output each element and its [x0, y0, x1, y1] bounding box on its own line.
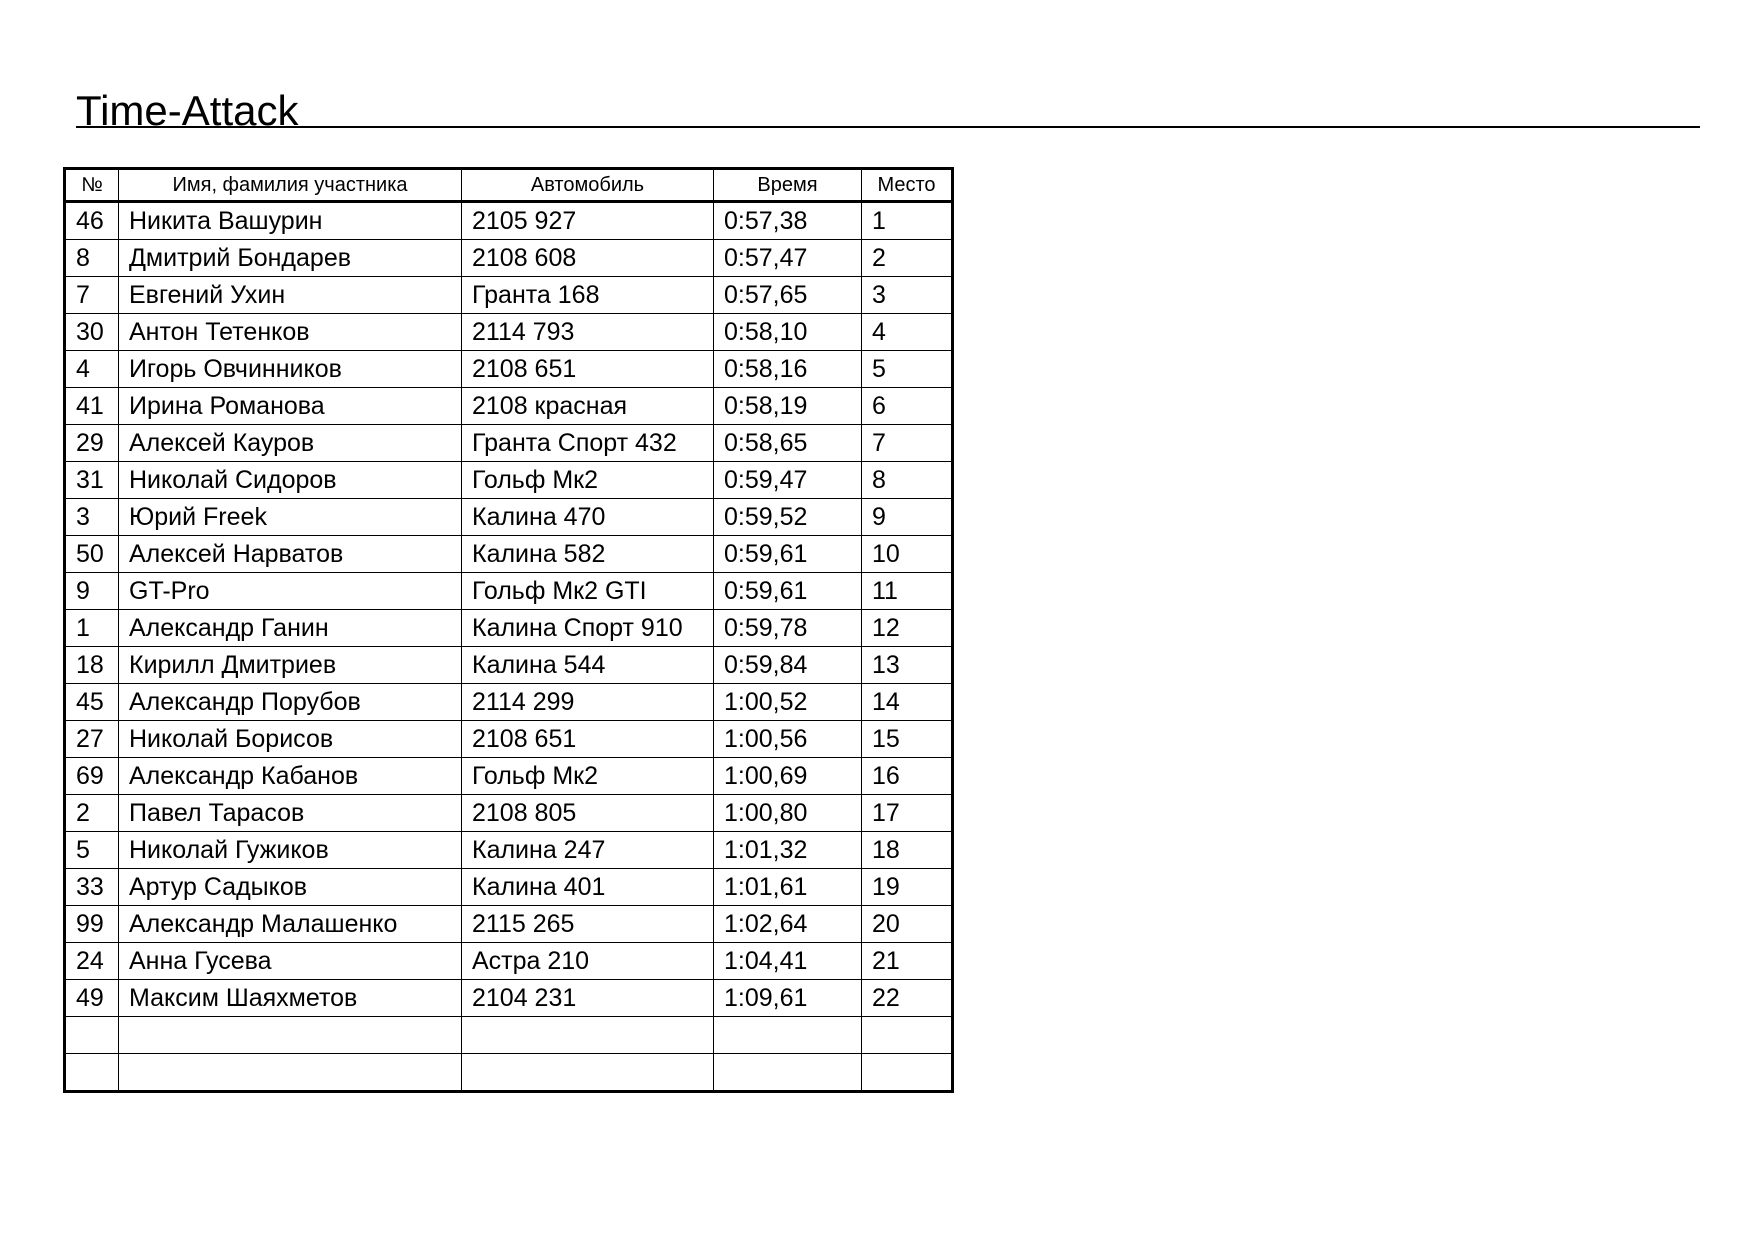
cell-name: Дмитрий Бондарев	[119, 240, 462, 277]
cell-place: 15	[862, 721, 953, 758]
cell-time: 0:58,10	[714, 314, 862, 351]
table-row	[65, 314, 953, 351]
cell-num: 29	[65, 425, 119, 462]
cell-time: 1:01,61	[714, 869, 862, 906]
cell-time	[714, 1054, 862, 1092]
header-place: Место	[862, 169, 953, 202]
cell-name: Александр Ганин	[119, 610, 462, 647]
cell-place	[862, 1017, 953, 1054]
cell-place: 16	[862, 758, 953, 795]
cell-name: Анна Гусева	[119, 943, 462, 980]
cell-car: Калина 470	[462, 499, 714, 536]
cell-time: 0:59,52	[714, 499, 862, 536]
cell-num: 31	[65, 462, 119, 499]
cell-name: Ирина Романова	[119, 388, 462, 425]
cell-car: Калина 544	[462, 647, 714, 684]
cell-time: 0:59,61	[714, 573, 862, 610]
cell-name: Никита Вашурин	[119, 202, 462, 240]
cell-place: 6	[862, 388, 953, 425]
cell-place: 21	[862, 943, 953, 980]
cell-name: Максим Шаяхметов	[119, 980, 462, 1017]
cell-num: 4	[65, 351, 119, 388]
cell-car: 2108 651	[462, 721, 714, 758]
cell-num: 3	[65, 499, 119, 536]
cell-car: Гольф Мк2 GTI	[462, 573, 714, 610]
table-row	[65, 277, 953, 314]
cell-time: 0:58,19	[714, 388, 862, 425]
cell-car: 2104 231	[462, 980, 714, 1017]
cell-time: 0:57,47	[714, 240, 862, 277]
table-row	[65, 1054, 953, 1092]
table-row	[65, 832, 953, 869]
cell-num: 7	[65, 277, 119, 314]
table-row	[65, 462, 953, 499]
cell-car: 2115 265	[462, 906, 714, 943]
cell-place: 12	[862, 610, 953, 647]
cell-time: 1:00,69	[714, 758, 862, 795]
cell-place: 3	[862, 277, 953, 314]
table-row	[65, 573, 953, 610]
table-row	[65, 758, 953, 795]
cell-place: 1	[862, 202, 953, 240]
cell-place: 17	[862, 795, 953, 832]
header-car: Автомобиль	[462, 169, 714, 202]
cell-car: Гранта 168	[462, 277, 714, 314]
cell-car: 2108 красная	[462, 388, 714, 425]
cell-num: 50	[65, 536, 119, 573]
table-row	[65, 795, 953, 832]
cell-place: 20	[862, 906, 953, 943]
cell-num: 46	[65, 202, 119, 240]
table-row	[65, 869, 953, 906]
cell-name: Артур Садыков	[119, 869, 462, 906]
cell-place: 19	[862, 869, 953, 906]
cell-car: 2108 805	[462, 795, 714, 832]
cell-time: 0:59,47	[714, 462, 862, 499]
header-row	[65, 169, 953, 202]
cell-time: 1:09,61	[714, 980, 862, 1017]
cell-place: 14	[862, 684, 953, 721]
cell-car: Калина 247	[462, 832, 714, 869]
cell-car: 2108 651	[462, 351, 714, 388]
cell-car: 2108 608	[462, 240, 714, 277]
cell-place: 8	[862, 462, 953, 499]
table-row	[65, 536, 953, 573]
cell-num: 49	[65, 980, 119, 1017]
cell-place: 22	[862, 980, 953, 1017]
cell-name: Евгений Ухин	[119, 277, 462, 314]
cell-time: 0:59,61	[714, 536, 862, 573]
cell-place: 9	[862, 499, 953, 536]
cell-place	[862, 1054, 953, 1092]
table-row	[65, 943, 953, 980]
cell-name: Александр Малашенко	[119, 906, 462, 943]
cell-num: 2	[65, 795, 119, 832]
cell-num: 1	[65, 610, 119, 647]
cell-car: Астра 210	[462, 943, 714, 980]
cell-time: 1:00,80	[714, 795, 862, 832]
cell-name: Алексей Нарватов	[119, 536, 462, 573]
table-row	[65, 202, 953, 240]
cell-car: Калина 401	[462, 869, 714, 906]
cell-time: 0:57,65	[714, 277, 862, 314]
cell-num: 18	[65, 647, 119, 684]
table-row	[65, 351, 953, 388]
cell-name: Юрий Freek	[119, 499, 462, 536]
cell-place: 10	[862, 536, 953, 573]
table-row	[65, 721, 953, 758]
cell-place: 11	[862, 573, 953, 610]
cell-name: Алексей Кауров	[119, 425, 462, 462]
cell-place: 5	[862, 351, 953, 388]
cell-time: 0:58,65	[714, 425, 862, 462]
cell-num: 99	[65, 906, 119, 943]
table-row	[65, 1017, 953, 1054]
cell-num: 45	[65, 684, 119, 721]
cell-place: 18	[862, 832, 953, 869]
cell-time: 1:01,32	[714, 832, 862, 869]
cell-time: 0:59,84	[714, 647, 862, 684]
cell-car	[462, 1054, 714, 1092]
cell-name: Антон Тетенков	[119, 314, 462, 351]
cell-place: 7	[862, 425, 953, 462]
cell-time: 0:59,78	[714, 610, 862, 647]
cell-car: 2114 793	[462, 314, 714, 351]
results-body	[65, 202, 953, 1092]
cell-num	[65, 1054, 119, 1092]
table-row	[65, 684, 953, 721]
header-time: Время	[714, 169, 862, 202]
cell-num: 5	[65, 832, 119, 869]
cell-name: Николай Гужиков	[119, 832, 462, 869]
table-row	[65, 388, 953, 425]
cell-num: 27	[65, 721, 119, 758]
cell-name: Кирилл Дмитриев	[119, 647, 462, 684]
table-row	[65, 425, 953, 462]
cell-place: 4	[862, 314, 953, 351]
cell-num: 24	[65, 943, 119, 980]
table-row	[65, 499, 953, 536]
page-title: Time-Attack	[76, 87, 299, 134]
cell-name: Николай Сидоров	[119, 462, 462, 499]
cell-car: Гольф Мк2	[462, 758, 714, 795]
cell-num: 41	[65, 388, 119, 425]
header-num: №	[65, 169, 119, 202]
cell-time: 0:57,38	[714, 202, 862, 240]
table-row	[65, 240, 953, 277]
cell-name: Николай Борисов	[119, 721, 462, 758]
cell-place: 13	[862, 647, 953, 684]
cell-car: 2114 299	[462, 684, 714, 721]
header-name: Имя, фамилия участника	[119, 169, 462, 202]
cell-car: Гольф Мк2	[462, 462, 714, 499]
cell-time: 1:00,56	[714, 721, 862, 758]
table-row	[65, 906, 953, 943]
cell-name: Павел Тарасов	[119, 795, 462, 832]
cell-num: 30	[65, 314, 119, 351]
cell-time: 1:02,64	[714, 906, 862, 943]
cell-num: 9	[65, 573, 119, 610]
cell-time: 1:00,52	[714, 684, 862, 721]
title-underline	[76, 78, 1700, 134]
cell-time: 1:04,41	[714, 943, 862, 980]
cell-time: 0:58,16	[714, 351, 862, 388]
cell-car: Калина 582	[462, 536, 714, 573]
cell-name: Александр Порубов	[119, 684, 462, 721]
table-row	[65, 610, 953, 647]
cell-car	[462, 1017, 714, 1054]
cell-num	[65, 1017, 119, 1054]
table-row	[65, 980, 953, 1017]
cell-car: Калина Спорт 910	[462, 610, 714, 647]
cell-num: 33	[65, 869, 119, 906]
table-row	[65, 647, 953, 684]
cell-num: 69	[65, 758, 119, 795]
cell-car: Гранта Спорт 432	[462, 425, 714, 462]
cell-name	[119, 1017, 462, 1054]
cell-name: Александр Кабанов	[119, 758, 462, 795]
cell-car: 2105 927	[462, 202, 714, 240]
results-table	[63, 167, 954, 1093]
cell-name: GT-Pro	[119, 573, 462, 610]
cell-name	[119, 1054, 462, 1092]
cell-time	[714, 1017, 862, 1054]
cell-num: 8	[65, 240, 119, 277]
cell-name: Игорь Овчинников	[119, 351, 462, 388]
cell-place: 2	[862, 240, 953, 277]
